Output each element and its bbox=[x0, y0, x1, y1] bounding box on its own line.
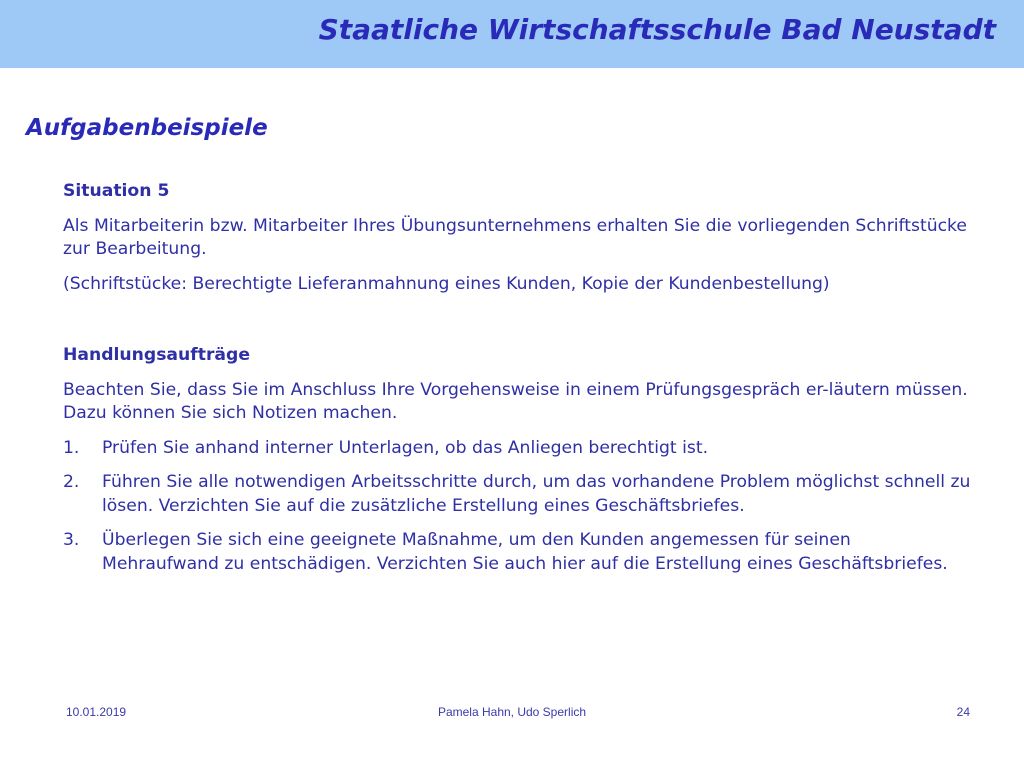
footer-authors: Pamela Hahn, Udo Sperlich bbox=[437, 705, 587, 719]
task-list bbox=[63, 437, 973, 577]
task-number: 2. bbox=[63, 472, 80, 492]
task-item bbox=[63, 437, 973, 461]
footer-page-number: 24 bbox=[956, 705, 970, 719]
task-item bbox=[63, 471, 973, 518]
footer-date: 10.01.2019 bbox=[66, 705, 127, 719]
tasks-title: Handlungsaufträge bbox=[63, 345, 250, 365]
situation-title: Situation 5 bbox=[63, 181, 170, 201]
slide-heading: Aufgabenbeispiele bbox=[26, 115, 268, 141]
slide-content bbox=[63, 180, 973, 587]
task-text: Führen Sie alle notwendigen Arbeitsschritte durch, um das vorhandene Problem möglichst schnell zu lösen. Verzichten Sie auf die zusätzliche Erstellung eines Geschäftsbriefes. bbox=[102, 472, 971, 516]
task-text: Überlegen Sie sich eine geeignete Maßnahme, um den Kunden angemessen für seinen Mehraufwand zu entschädigen. Verzichten Sie auch hier auf die Erstellung eines Geschäftsbriefes. bbox=[102, 530, 948, 574]
tasks-intro: Beachten Sie, dass Sie im Anschluss Ihre Vorgehensweise in einem Prüfungsgespräch er-läutern müssen. Dazu können Sie sich Notizen machen. bbox=[63, 379, 968, 423]
section-spacer bbox=[63, 307, 973, 344]
situation-text: Als Mitarbeiterin bzw. Mitarbeiter Ihres Übungsunternehmens erhalten Sie die vorliegenden Schriftstücke zur Bearbeitung. bbox=[63, 215, 967, 259]
situation-note: (Schriftstücke: Berechtigte Lieferanmahnung eines Kunden, Kopie der Kundenbestellung) bbox=[63, 273, 830, 294]
task-item bbox=[63, 529, 973, 576]
school-title: Staatliche Wirtschaftsschule Bad Neustadt bbox=[318, 13, 996, 46]
task-text: Prüfen Sie anhand interner Unterlagen, ob das Anliegen berechtigt ist. bbox=[102, 437, 709, 458]
task-number: 3. bbox=[63, 530, 80, 550]
task-number: 1. bbox=[63, 437, 80, 458]
